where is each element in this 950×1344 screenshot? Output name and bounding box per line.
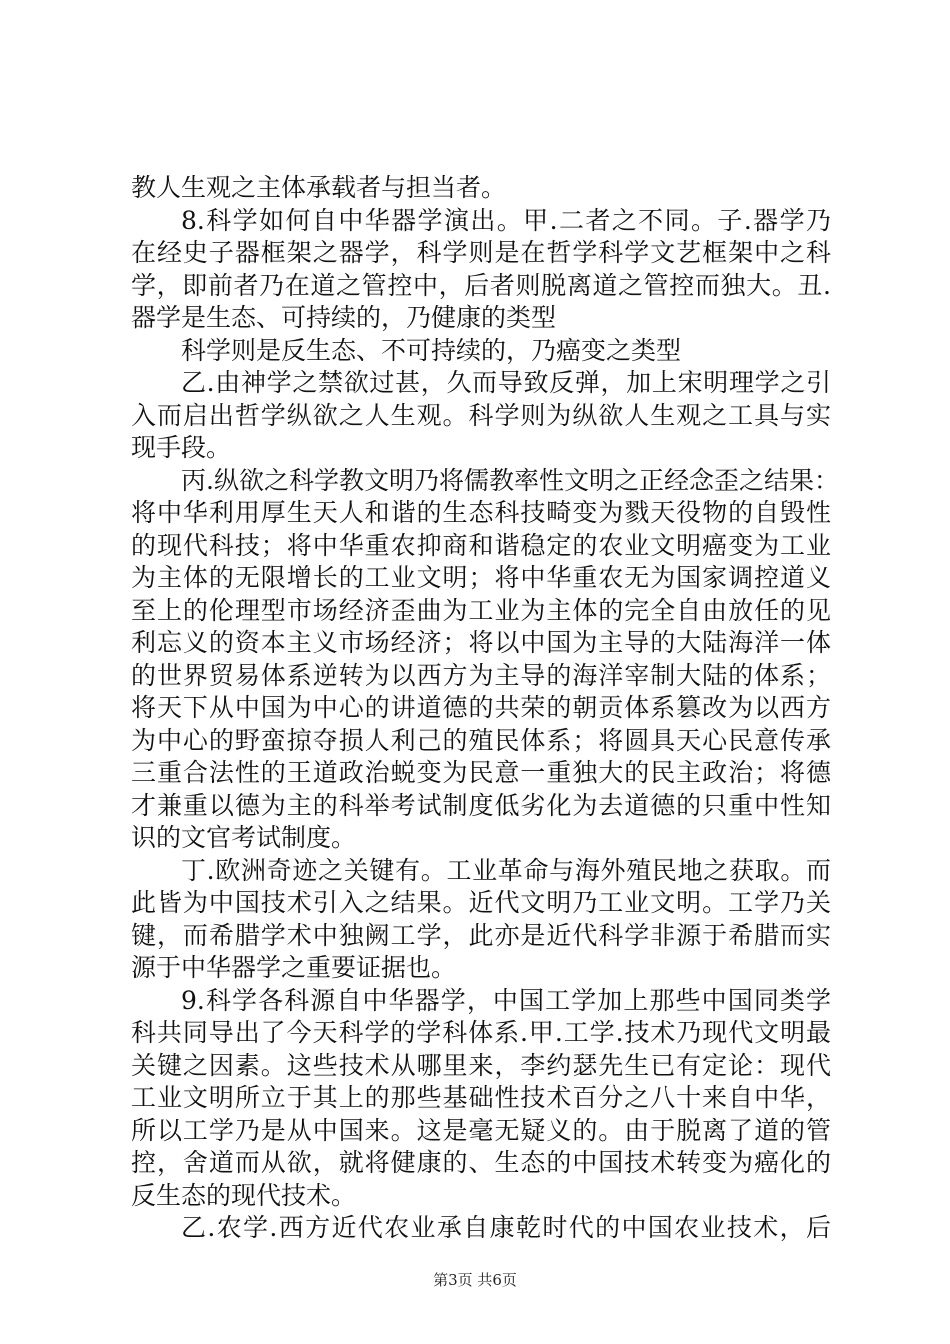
text-line: 将中华利用厚生天人和谐的生态科技畸变为戮天役物的自毁性 (131, 498, 831, 527)
text-line: 才兼重以德为主的科举考试制度低劣化为去道德的只重中性知 (131, 790, 831, 820)
text-line: 三重合法性的王道政治蜕变为民意一重独大的民主政治；将德 (131, 758, 831, 787)
text-line: 至上的伦理型市场经济歪曲为工业为主体的完全自由放任的见 (131, 595, 831, 625)
text-line: 8.科学如何自中华器学演出。甲.二者之不同。子.器学乃 (181, 205, 831, 235)
text-line: 利忘义的资本主义市场经济；将以中国为主导的大陆海洋一体 (131, 628, 831, 657)
text-line: 器学是生态、可持续的，乃健康的类型 (131, 303, 557, 332)
text-line: 所以工学乃是从中国来。这是毫无疑义的。由于脱离了道的管 (131, 1115, 831, 1145)
text-line: 此皆为中国技术引入之结果。近代文明乃工业文明。工学乃关 (131, 888, 831, 917)
text-line: 的现代科技；将中华重农抑商和谐稳定的农业文明癌变为工业 (131, 530, 831, 560)
text-line: 识的文官考试制度。 (131, 823, 357, 852)
document-body (131, 172, 839, 1245)
text-line: 教人生观之主体承载者与担当者。 (131, 173, 507, 202)
text-line: 科共同导出了今天科学的学科体系.甲.工学.技术乃现代文明最 (131, 1018, 831, 1047)
text-line: 丁.欧洲奇迹之关键有。工业革命与海外殖民地之获取。而 (181, 855, 831, 885)
page-footer (0, 1270, 950, 1290)
text-line: 源于中华器学之重要证据也。 (131, 953, 457, 982)
text-line: 在经史子器框架之器学，科学则是在哲学科学文艺框架中之科 (131, 238, 831, 267)
text-line: 工业文明所立于其上的那些基础性技术百分之八十来自中华， (131, 1083, 831, 1112)
text-line: 将天下从中国为中心的讲道德的共荣的朝贡体系篡改为以西方 (131, 693, 831, 722)
text-line: 的世界贸易体系逆转为以西方为主导的海洋宰制大陆的体系； (131, 660, 831, 690)
text-line: 入而启出哲学纵欲之人生观。科学则为纵欲人生观之工具与实 (131, 400, 831, 430)
text-line: 为中心的野蛮掠夺损人利己的殖民体系；将圆具天心民意传承 (131, 725, 831, 755)
text-line: 关键之因素。这些技术从哪里来，李约瑟先生已有定论：现代 (131, 1050, 831, 1080)
text-line: 反生态的现代技术。 (131, 1180, 357, 1210)
text-line: 9.科学各科源自中华器学，中国工学加上那些中国同类学 (181, 985, 831, 1015)
text-line: 现手段。 (131, 433, 232, 462)
text-line: 科学则是反生态、不可持续的，乃癌变之类型 (181, 335, 682, 365)
text-line: 丙.纵欲之科学教文明乃将儒教率性文明之正经念歪之结果： (181, 465, 839, 495)
page-number-label: 第3页 共6页 (433, 1271, 517, 1289)
text-line: 为主体的无限增长的工业文明；将中华重农无为国家调控道义 (131, 563, 831, 592)
text-line: 乙.农学.西方近代农业承自康乾时代的中国农业技术，后 (181, 1213, 831, 1242)
text-line: 乙.由神学之禁欲过甚，久而导致反弹，加上宋明理学之引 (181, 368, 831, 397)
text-line: 键，而希腊学术中独阙工学，此亦是近代科学非源于希腊而实 (131, 920, 831, 950)
text-line: 控，舍道而从欲，就将健康的、生态的中国技术转变为癌化的 (131, 1148, 831, 1177)
text-line: 学，即前者乃在道之管控中，后者则脱离道之管控而独大。丑. (131, 270, 831, 300)
